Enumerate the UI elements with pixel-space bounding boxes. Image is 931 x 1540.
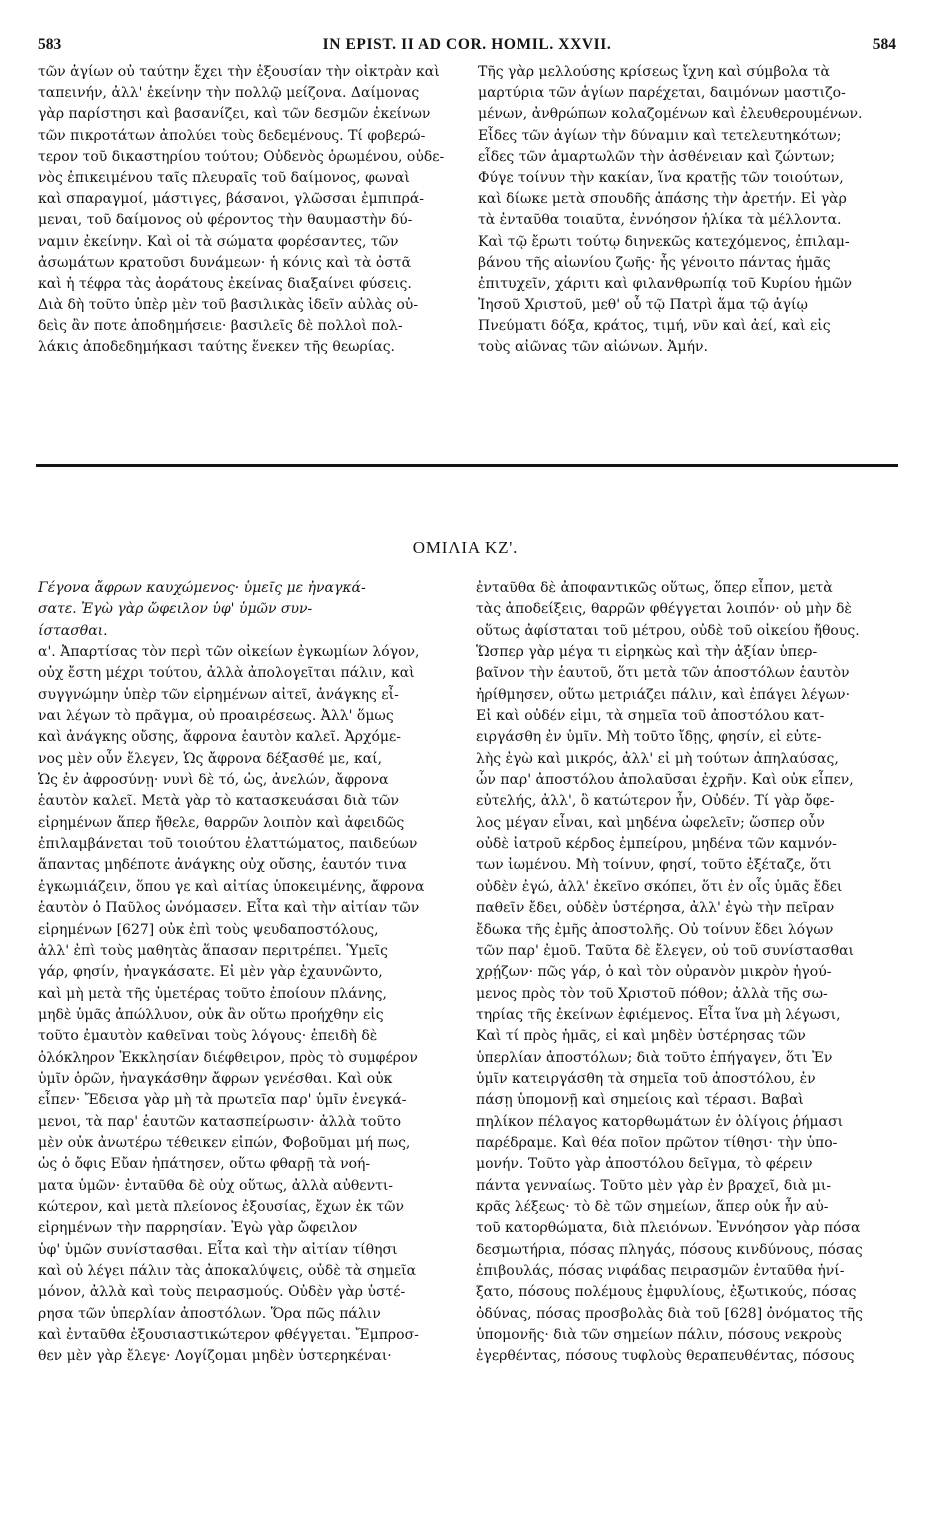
- page-header: [38, 28, 896, 58]
- top-right-column: [478, 62, 896, 359]
- text-line: εἰρημένων ἅπερ ἤθελε, θαρρῶν λοιπὸν καὶ ἀφειδῶς: [38, 814, 405, 831]
- text-line: Τῆς γὰρ μελλούσης κρίσεως ἴχνη καὶ σύμβολα τὰ: [478, 64, 830, 80]
- text-line: ὑμῖν κατειργάσθη τὰ σημεῖα τοῦ ἀποστόλου, ἐν: [476, 1070, 816, 1087]
- page-number-right: 584: [872, 36, 896, 53]
- text-line: οὕτως ἀφίσταται τοῦ μέτρου, οὐδὲ τοῦ οἰκείου ἤθους.: [476, 622, 860, 639]
- text-line: ναμιν ἐκείνην. Καὶ οἱ τὰ σώματα φορέσαντες, τῶν: [38, 233, 399, 250]
- text-line: ὑμῖν ὁρῶν, ἠναγκάσθην ἄφρων γενέσθαι. Καὶ οὐκ: [38, 1070, 393, 1087]
- text-line: βάνου τῆς αἰωνίου ζωῆς· ἧς γένοιτο πάντας ἡμᾶς: [478, 254, 831, 271]
- text-line: μὲν οὐκ ἀνωτέρω τέθεικεν εἰπών, Φοβοῦμαι μή πως,: [38, 1134, 411, 1151]
- text-line: ὡς ὁ ὄφις Εὔαν ἠπάτησεν, οὕτω φθαρῇ τὰ νοή-: [38, 1156, 371, 1173]
- text-line: δεσμωτήρια, πόσας πληγάς, πόσους κινδύνους, πόσας: [476, 1241, 863, 1258]
- homily-title: ΟΜΙΛΙΑ ΚΖ'.: [412, 538, 519, 557]
- text-line: Εἶδες τῶν ἁγίων τὴν δύναμιν καὶ τετελευτηκότων;: [478, 127, 842, 144]
- text-line: Ὡς ἐν ἀφροσύνῃ· νυνὶ δὲ τό, ὡς, ἀνελών, ἄφρονα: [38, 772, 389, 789]
- text-line: παθεῖν ἔδει, οὐδὲν ὑστέρησα, ἀλλ' ἐγὼ τὴν πεῖραν: [476, 900, 835, 917]
- text-line: ματα ὑμῶν· ἐνταῦθα δὲ οὐχ οὕτως, ἀλλὰ αὐθεντι-: [38, 1177, 394, 1194]
- text-line: ἔδωκα τῆς ἐμῆς ἀποστολῆς. Οὐ τοίνυν ἔδει λόγων: [476, 921, 834, 938]
- text-line: παρέδραμε. Καὶ θέα ποῖον πρῶτον τίθησι· τὴν ὑπο-: [476, 1134, 838, 1151]
- text-line: καὶ σπαραγμοί, μάστιγες, βάσανοι, γλῶσσαι ἐμπιπρά-: [38, 191, 424, 208]
- text-line: τερον τοῦ δικαστηρίου τούτου; Οὐδενὸς ὁρωμένου, οὐδε-: [38, 148, 445, 165]
- text-line: οὐχ ἔστη μέχρι τούτου, ἀλλὰ ἀπολογεῖται πάλιν, καὶ: [38, 665, 415, 682]
- text-line: βαῖνον τὴν ἑαυτοῦ, ὅτι μετὰ τῶν ἀποστόλων ἑαυτὸν: [476, 665, 850, 682]
- text-line: οὐδὲ ἰατροῦ κέρδος ἐμπείρου, μηδένα τῶν καμνόν-: [476, 836, 837, 853]
- text-line: Καὶ τῷ ἔρωτι τούτῳ διηνεκῶς κατεχόμενος, ἐπιλαμ-: [478, 233, 850, 250]
- text-line: τοῦ κατορθώματα, διὰ πλειόνων. Ἐννόησον γὰρ πόσα: [476, 1220, 861, 1237]
- epigraph-line: Γέγονα ἄφρων καυχώμενος· ὑμεῖς με ἠναγκά-: [38, 580, 366, 596]
- text-line: ἀλλ' ἐπὶ τοὺς μαθητὰς ἅπασαν περιτρέπει. Ὑμεῖς: [38, 942, 388, 959]
- text-line: Φύγε τοίνυν τὴν κακίαν, ἵνα κρατῇς τῶν τοιούτων,: [478, 169, 844, 186]
- text-line: ἅπαντας μηδέποτε ἀνάγκης οὐχ οὔσης, ἑαυτόν τινα: [38, 857, 407, 874]
- text-line: ἑαυτὸν ὁ Παῦλος ὠνόμασεν. Εἶτα καὶ τὴν αἰτίαν τῶν: [38, 900, 420, 917]
- text-line: μόνον, ἀλλὰ καὶ τοὺς πειρασμούς. Οὐδὲν γὰρ ὑστέ-: [38, 1284, 406, 1301]
- section-divider: [36, 464, 898, 467]
- text-line: εἶπεν· Ἔδεισα γὰρ μὴ τὰ πρωτεῖα παρ' ὑμῖν ἐνεγκά-: [38, 1092, 407, 1109]
- text-line: των ἰωμένου. Μὴ τοίνυν, φησί, τοῦτο ἐξέταζε, ὅτι: [476, 857, 832, 874]
- text-line: οὐδὲν ἐγώ, ἀλλ' ἐκεῖνο σκόπει, ὅτι ἐν οἷς ὑμᾶς ἔδει: [476, 878, 843, 895]
- text-line: μένων, ἀνθρώπων κολαζομένων καὶ ἐλευθερουμένων.: [478, 106, 863, 123]
- text-line: ταπεινήν, ἀλλ' ἐκείνην τὴν πολλῷ μείζονα. Δαίμονας: [38, 85, 420, 102]
- bottom-right-column: [476, 578, 896, 1368]
- text-line: τηρίας τῆς ἐκείνων ἐφιέμενος. Εἶτα ἵνα μὴ λέγωσι,: [476, 1006, 841, 1023]
- text-line: μηδὲ ὑμᾶς ἀπώλλυον, οὐκ ἂν οὕτω προήχθην εἰς: [38, 1006, 384, 1023]
- text-line: εἶδες τῶν ἁμαρτωλῶν τὴν ἀσθένειαν καὶ ζώντων;: [478, 148, 835, 165]
- epigraph-line: σατε. Ἐγὼ γὰρ ὤφειλον ὑφ' ὑμῶν συν-: [38, 601, 313, 618]
- text-line: νος μὲν οὖν ἔλεγεν, Ὡς ἄφρονα δέξασθέ με, καί,: [38, 750, 383, 767]
- text-line: ὑφ' ὑμῶν συνίστασθαι. Εἶτα καὶ τὴν αἰτίαν τίθησι: [38, 1241, 398, 1258]
- text-line: λος μέγαν εἶναι, καὶ μηδένα ὠφελεῖν; ὥσπερ οὖν: [476, 814, 825, 831]
- text-line: ξατο, πόσους πολέμους ἐμφυλίους, ἐξωτικούς, πόσας: [476, 1284, 857, 1301]
- text-line: ἠρίθμησεν, οὕτω μετριάζει πάλιν, καὶ ἐπάγει λέγων·: [476, 686, 851, 703]
- text-line: α'. Ἀπαρτίσας τὸν περὶ τῶν οἰκείων ἐγκωμίων λόγον,: [38, 644, 420, 661]
- page-number-left: 583: [38, 36, 62, 53]
- text-line: ὁλόκληρον Ἐκκλησίαν διέφθειρον, πρὸς τὸ συμφέρον: [38, 1049, 418, 1066]
- text-line: εἰρημένων τὴν παρρησίαν. Ἐγὼ γὰρ ὤφειλον: [38, 1220, 358, 1237]
- text-line: ὀδύνας, πόσας προσβολὰς διὰ τοῦ [628] ὀνόματος τῆς: [476, 1305, 863, 1322]
- text-line: νὸς ἐπικειμένου ταῖς πλευραῖς τοῦ δαίμονος, φωναὶ: [38, 169, 410, 186]
- running-title: IN EPIST. II AD COR. HOMIL. XXVII.: [322, 36, 612, 53]
- text-line: τὰ ἐνταῦθα τοιαῦτα, ἐννόησον ἡλίκα τὰ μέλλοντα.: [478, 212, 842, 229]
- text-line: ἐπιβουλάς, πόσας νιφάδας πειρασμῶν ἐνταῦθα ἠνί-: [476, 1263, 845, 1279]
- text-line: ἐγερθέντας, πόσους τυφλοὺς θεραπευθέντας, πόσους: [476, 1348, 855, 1365]
- text-line: ὑπομονῆς· διὰ τῶν σημείων πάλιν, πόσους νεκροὺς: [476, 1327, 842, 1344]
- text-line: τῶν ἁγίων οὐ ταύτην ἔχει τὴν ἐξουσίαν τὴν οἰκτρὰν καὶ: [38, 64, 440, 80]
- text-line: Διὰ δὴ τοῦτο ὑπὲρ μὲν τοῦ βασιλικὰς ἰδεῖν αὐλὰς οὐ-: [38, 297, 419, 314]
- text-line: ναι λέγων τὸ πρᾶγμα, οὐ προαιρέσεως. Ἀλλ' ὅμως: [38, 708, 394, 725]
- text-line: ὑπερλίαν ἀποστόλων; διὰ τοῦτο ἐπήγαγεν, ὅτι Ἐν: [476, 1049, 833, 1066]
- text-line: τοὺς αἰῶνας τῶν αἰώνων. Ἀμήν.: [478, 339, 708, 356]
- text-line: ἀσωμάτων κρατοῦσι δυνάμεων· ἡ κόνις καὶ τὰ ὀστᾶ: [38, 254, 412, 271]
- text-line: καὶ μὴ μετὰ τῆς ὑμετέρας τοῦτο ἐποίουν πλάνης,: [38, 985, 387, 1002]
- text-line: δεὶς ἂν ποτε ἀποδημήσειε· βασιλεῖς δὲ πολλοὶ πολ-: [38, 318, 403, 335]
- text-line: μεναι, τοῦ δαίμονος οὐ φέροντος τὴν θαυμαστὴν δύ-: [38, 212, 413, 229]
- text-line: μενοι, τὰ παρ' ἑαυτῶν κατασπείρωσιν· ἀλλὰ τοῦτο: [38, 1113, 402, 1130]
- text-line: ἐπιτυχεῖν, χάριτι καὶ φιλανθρωπίᾳ τοῦ Κυρίου ἡμῶν: [478, 275, 853, 292]
- text-line: τὰς ἀποδείξεις, θαρρῶν φθέγγεται λοιπόν· οὐ μὴν δὲ: [476, 601, 852, 618]
- text-line: ἑαυτὸν καλεῖ. Μετὰ γὰρ τὸ κατασκευάσαι διὰ τῶν: [38, 793, 400, 810]
- text-line: Ὥσπερ γὰρ μέγα τι εἰρηκὼς καὶ τὴν ἀξίαν ὑπερ-: [476, 644, 818, 661]
- text-line: μονήν. Τοῦτο γὰρ ἀποστόλου δεῖγμα, τὸ φέρειν: [476, 1156, 813, 1173]
- text-line: γάρ, φησίν, ἠναγκάσατε. Εἰ μὲν γὰρ ἐχαυνῶντο,: [38, 964, 383, 981]
- text-line: ἐπιλαμβάνεται τοῦ τοιούτου ἐλαττώματος, παιδεύων: [38, 836, 418, 853]
- text-line: εὐτελής, ἀλλ', ὃ κατώτερον ἦν, Οὐδέν. Τί γὰρ ὄφε-: [476, 793, 835, 810]
- epigraph-line: ίστασθαι.: [38, 622, 108, 639]
- text-line: καὶ οὐ λέγει πάλιν τὰς ἀποκαλύψεις, οὐδὲ τὰ σημεῖα: [38, 1263, 417, 1279]
- text-line: πάντα γενναίως. Τοῦτο μὲν γὰρ ἐν βραχεῖ, διὰ μι-: [476, 1177, 832, 1194]
- text-line: τῶν παρ' ἐμοῦ. Ταῦτα δὲ ἔλεγεν, οὐ τοῦ συνίστασθαι: [476, 942, 855, 959]
- text-line: μενος πρὸς τὸν τοῦ Χριστοῦ πόθον; ἀλλὰ τῆς σω-: [476, 985, 828, 1002]
- text-line: καὶ ἡ τέφρα τὰς ἀοράτους ἐκείνας διαξαίνει φύσεις.: [38, 275, 412, 292]
- text-line: ρησα τῶν ὑπερλίαν ἀποστόλων. Ὅρα πῶς πάλιν: [38, 1305, 381, 1322]
- text-line: Εἰ καὶ οὐδέν εἰμι, τὰ σημεῖα τοῦ ἀποστόλου κατ-: [476, 708, 825, 725]
- text-line: Καὶ τί πρὸς ἡμᾶς, εἰ καὶ μηδὲν ὑστέρησας τῶν: [476, 1028, 806, 1045]
- text-line: τοῦτο ἐμαυτὸν καθεῖναι τοὺς λόγους· ἐπειδὴ δὲ: [38, 1028, 378, 1045]
- text-line: ειργάσθη ἐν ὑμῖν. Μὴ τοῦτο ἴδῃς, φησίν, εἰ εὐτε-: [476, 729, 822, 746]
- text-line: εἰρημένων [627] οὐκ ἐπὶ τοὺς ψευδαποστόλους,: [38, 921, 379, 938]
- bottom-left-column: [38, 578, 458, 1368]
- text-line: συγγνώμην ὑπὲρ τῶν εἰρημένων αἰτεῖ, ἀνάγκης εἶ-: [38, 686, 399, 703]
- text-line: γὰρ παρίστησι καὶ βασανίζει, καὶ τῶν δεσμῶν ἐκείνων: [38, 106, 431, 123]
- text-line: καὶ δίωκε μετὰ σπουδῆς ἁπάσης τὴν ἀρετήν. Εἰ γὰρ: [478, 191, 847, 208]
- text-line: θεν μὲν γὰρ ἔλεγε· Λογίζομαι μηδὲν ὑστερηκέναι·: [38, 1348, 392, 1365]
- text-line: τῶν πικροτάτων ἀπολύει τοὺς δεδεμένους. Τί φοβερώ-: [38, 127, 426, 144]
- text-line: κρᾶς λέξεως· τὸ δὲ τῶν σημείων, ἅπερ οὐκ ἦν αὐ-: [476, 1198, 829, 1215]
- text-line: κώτερον, καὶ μετὰ πλείονος ἐξουσίας, ἔχων ἐκ τῶν: [38, 1198, 405, 1215]
- text-line: λάκις ἀποδεδημήκασι ταύτης ἕνεκεν τῆς θεωρίας.: [38, 339, 395, 356]
- text-line: ἐνταῦθα δὲ ἀποφαντικῶς οὕτως, ὅπερ εἶπον, μετὰ: [476, 580, 833, 596]
- text-line: καὶ ἀνάγκης οὔσης, ἄφρονα ἑαυτὸν καλεῖ. Ἀρχόμε-: [38, 729, 401, 746]
- text-line: ὧν παρ' ἀποστόλου ἀπολαῦσαι ἐχρῆν. Καὶ οὐκ εἶπεν,: [476, 772, 854, 789]
- text-line: Ἰησοῦ Χριστοῦ, μεθ' οὗ τῷ Πατρὶ ἅμα τῷ ἁγίῳ: [478, 297, 808, 314]
- text-line: μαρτύρια τῶν ἁγίων παρέχεται, δαιμόνων μαστιζο-: [478, 85, 846, 102]
- text-line: Πνεύματι δόξα, κράτος, τιμή, νῦν καὶ ἀεί, καὶ εἰς: [478, 318, 831, 335]
- text-line: πάσῃ ὑπομονῇ καὶ σημείοις καὶ τέρασι. Βαβαὶ: [476, 1092, 804, 1109]
- text-line: καὶ ἐνταῦθα ἐξουσιαστικώτερον φθέγγεται. Ἔμπροσ-: [38, 1327, 419, 1344]
- top-left-column: [38, 62, 458, 359]
- text-line: λὴς ἐγὼ καὶ μικρός, ἀλλ' εἰ μὴ τούτων ἀπηλαύσας,: [476, 750, 839, 767]
- text-line: ἐγκωμιάζειν, ὅπου γε καὶ αἰτίας ὑποκειμένης, ἄφρονα: [38, 878, 425, 895]
- text-line: πηλίκον πέλαγος κατορθωμάτων ἐν ὀλίγοις ῥήμασι: [476, 1113, 844, 1130]
- text-line: χρῄζων· πῶς γάρ, ὁ καὶ τὸν οὐρανὸν μικρὸν ἡγού-: [476, 964, 832, 981]
